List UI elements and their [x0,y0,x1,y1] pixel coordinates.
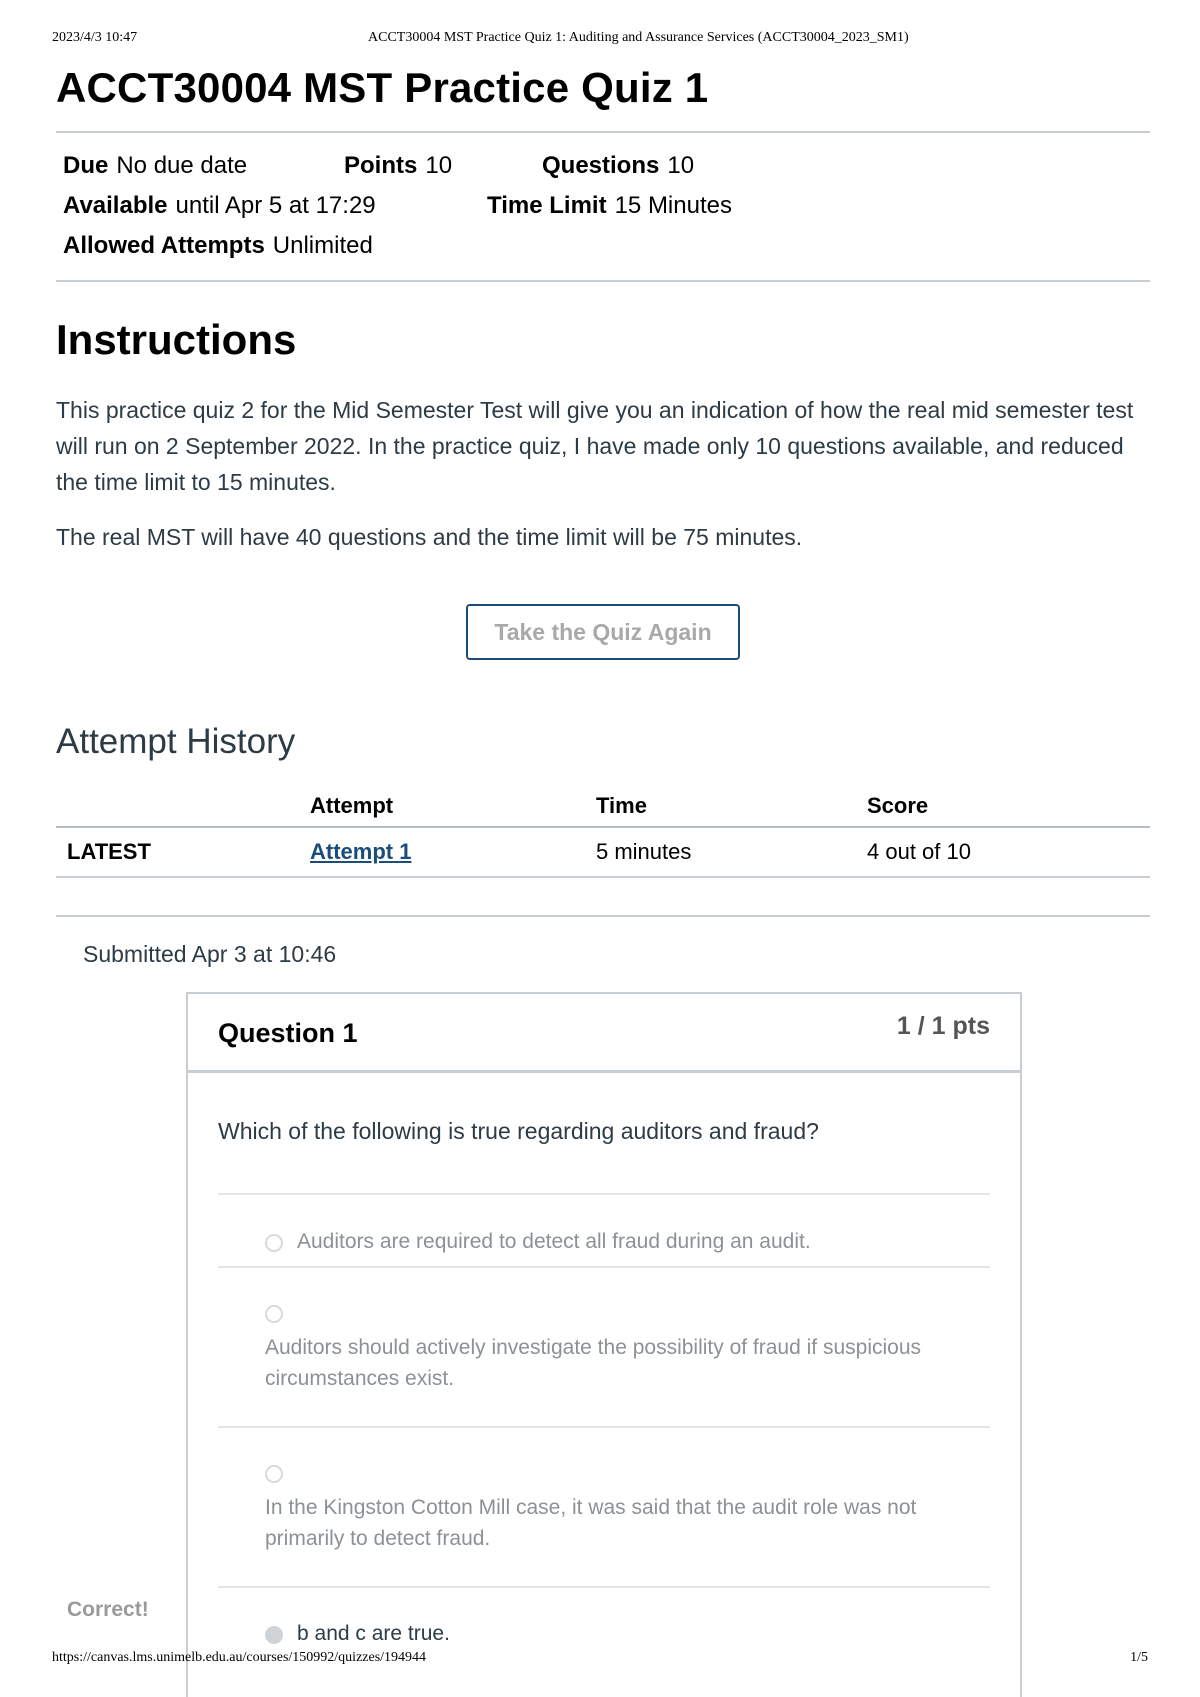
answer-radio[interactable] [265,1234,283,1252]
print-document-title: ACCT30004 MST Practice Quiz 1: Auditing and Assurance Services (ACCT30004_2023_SM1) [368,30,909,45]
latest-tag: LATEST [56,827,310,877]
divider [56,280,1150,282]
divider [56,915,1150,917]
correct-answer-tag: Correct! [67,1598,149,1621]
column-header: Time [596,786,867,827]
questions-label: Questions [542,152,660,179]
submitted-timestamp: Submitted Apr 3 at 10:46 [83,941,337,967]
attempt-time: 5 minutes [596,827,867,877]
column-header [56,786,310,827]
page-number: 1/5 [1130,1650,1148,1665]
points-value: 10 [425,152,453,179]
instructions-heading: Instructions [56,316,297,363]
attempt-history-heading: Attempt History [56,722,296,761]
answer-radio[interactable] [265,1305,283,1323]
question-points: 1 / 1 pts [896,1012,990,1040]
due-value: No due date [116,152,248,179]
answer-text: b and c are true. [297,1622,450,1645]
available-value: until Apr 5 at 17:29 [175,192,376,219]
print-header [52,30,1148,52]
time-limit-value: 15 Minutes [614,192,732,219]
attempt-history-table [56,786,1150,878]
question-header [188,994,1020,1073]
question-card [186,992,1022,1697]
due-label: Due [63,152,109,179]
answer-text: Auditors should actively investigate the possibility of fraud if suspicious circumstances exist. [265,1336,922,1390]
time-limit-label: Time Limit [487,192,607,219]
answer-radio-selected[interactable] [265,1626,283,1644]
instructions-paragraph: This practice quiz 2 for the Mid Semester Test will give you an indication of how the real mid semester test will run on 2 September 2022. In the practice quiz, I have made only 10 questions available, and reduced the time limit to 15 minutes. [56,397,1134,495]
answer-text: Auditors are required to detect all fraud during an audit. [297,1230,811,1253]
answer-divider [218,1193,990,1195]
question-text: Which of the following is true regarding auditors and fraud? [218,1118,819,1144]
column-header: Attempt [310,786,596,827]
print-url: https://canvas.lms.unimelb.edu.au/courses/150992/quizzes/194944 [52,1650,427,1665]
table-row [56,827,1150,877]
answer-radio[interactable] [265,1465,283,1483]
quiz-due [63,152,247,180]
take-quiz-again-button[interactable]: Take the Quiz Again [466,604,740,660]
column-header: Score [867,786,1150,827]
answer-text: In the Kingston Cotton Mill case, it was said that the audit role was not primarily to detect fraud. [265,1496,917,1550]
points-label: Points [344,152,418,179]
quiz-time-limit [487,192,732,220]
page-title: ACCT30004 MST Practice Quiz 1 [56,64,709,111]
available-label: Available [63,192,168,219]
quiz-points [344,152,452,180]
instructions-paragraph: The real MST will have 40 questions and the time limit will be 75 minutes. [56,524,803,550]
divider [56,131,1150,133]
answer-divider [218,1586,990,1588]
table-header-row [56,786,1150,827]
questions-value: 10 [667,152,695,179]
attempt-score: 4 out of 10 [867,827,1150,877]
question-title: Question 1 [218,1018,358,1048]
quiz-questions [542,152,694,180]
quiz-allowed-attempts [63,232,373,260]
answer-divider [218,1426,990,1428]
attempts-label: Allowed Attempts [63,232,265,259]
print-footer [52,1650,1148,1672]
print-datetime: 2023/4/3 10:47 [52,30,138,45]
answer-divider [218,1266,990,1268]
quiz-available [63,192,376,220]
attempt-link[interactable]: Attempt 1 [310,839,412,864]
attempts-value: Unlimited [272,232,373,259]
